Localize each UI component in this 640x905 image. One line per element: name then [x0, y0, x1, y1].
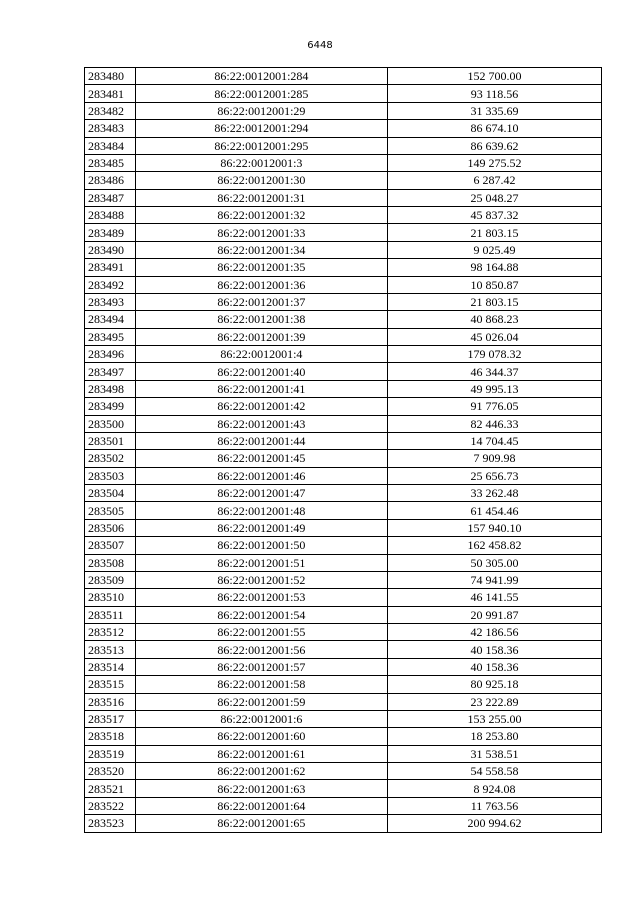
table-row	[85, 624, 602, 641]
row-number-cell: 283482	[85, 102, 136, 119]
cadastral-value-cell: 86 639.62	[387, 137, 601, 154]
table-row	[85, 102, 602, 119]
cadastral-value-cell: 18 253.80	[387, 728, 601, 745]
cadastral-value-cell: 46 344.37	[387, 363, 601, 380]
cadastral-number-cell: 86:22:0012001:44	[135, 432, 387, 449]
table-row	[85, 467, 602, 484]
row-number-cell: 283522	[85, 797, 136, 814]
table-row	[85, 68, 602, 85]
cadastral-value-cell: 40 158.36	[387, 641, 601, 658]
cadastral-number-cell: 86:22:0012001:284	[135, 68, 387, 85]
cadastral-value-cell: 179 078.32	[387, 346, 601, 363]
cadastral-value-cell: 157 940.10	[387, 519, 601, 536]
cadastral-number-cell: 86:22:0012001:38	[135, 311, 387, 328]
table-row	[85, 415, 602, 432]
row-number-cell: 283485	[85, 154, 136, 171]
table-row	[85, 571, 602, 588]
cadastral-value-cell: 40 158.36	[387, 658, 601, 675]
row-number-cell: 283520	[85, 763, 136, 780]
row-number-cell: 283497	[85, 363, 136, 380]
page-number: 6448	[307, 40, 333, 51]
table-row	[85, 693, 602, 710]
cadastral-value-cell: 7 909.98	[387, 450, 601, 467]
row-number-cell: 283484	[85, 137, 136, 154]
table-row	[85, 554, 602, 571]
cadastral-value-cell: 20 991.87	[387, 606, 601, 623]
cadastral-value-cell: 33 262.48	[387, 485, 601, 502]
cadastral-value-cell: 98 164.88	[387, 259, 601, 276]
table-row	[85, 85, 602, 102]
cadastral-number-cell: 86:22:0012001:53	[135, 589, 387, 606]
row-number-cell: 283483	[85, 120, 136, 137]
table-row	[85, 137, 602, 154]
table-row	[85, 346, 602, 363]
table-row	[85, 485, 602, 502]
row-number-cell: 283489	[85, 224, 136, 241]
cadastral-value-cell: 25 656.73	[387, 467, 601, 484]
cadastral-number-cell: 86:22:0012001:58	[135, 676, 387, 693]
cadastral-number-cell: 86:22:0012001:61	[135, 745, 387, 762]
row-number-cell: 283506	[85, 519, 136, 536]
cadastral-value-cell: 50 305.00	[387, 554, 601, 571]
table-row	[85, 676, 602, 693]
cadastral-number-cell: 86:22:0012001:64	[135, 797, 387, 814]
cadastral-value-cell: 8 924.08	[387, 780, 601, 797]
cadastral-value-cell: 23 222.89	[387, 693, 601, 710]
cadastral-value-cell: 25 048.27	[387, 189, 601, 206]
table-row	[85, 763, 602, 780]
row-number-cell: 283507	[85, 537, 136, 554]
cadastral-value-cell: 9 025.49	[387, 241, 601, 258]
table-row	[85, 311, 602, 328]
row-number-cell: 283516	[85, 693, 136, 710]
row-number-cell: 283492	[85, 276, 136, 293]
cadastral-number-cell: 86:22:0012001:50	[135, 537, 387, 554]
cadastral-value-cell: 49 995.13	[387, 380, 601, 397]
row-number-cell: 283503	[85, 467, 136, 484]
row-number-cell: 283513	[85, 641, 136, 658]
table-row	[85, 780, 602, 797]
row-number-cell: 283508	[85, 554, 136, 571]
row-number-cell: 283515	[85, 676, 136, 693]
cadastral-number-cell: 86:22:0012001:45	[135, 450, 387, 467]
row-number-cell: 283480	[85, 68, 136, 85]
cadastral-number-cell: 86:22:0012001:57	[135, 658, 387, 675]
table-body	[85, 68, 602, 833]
row-number-cell: 283510	[85, 589, 136, 606]
table-row	[85, 224, 602, 241]
table-row	[85, 328, 602, 345]
cadastral-number-cell: 86:22:0012001:3	[135, 154, 387, 171]
table-row	[85, 432, 602, 449]
cadastral-number-cell: 86:22:0012001:43	[135, 415, 387, 432]
table-row	[85, 606, 602, 623]
table-row	[85, 450, 602, 467]
cadastral-value-cell: 91 776.05	[387, 398, 601, 415]
cadastral-number-cell: 86:22:0012001:32	[135, 207, 387, 224]
cadastral-number-cell: 86:22:0012001:52	[135, 571, 387, 588]
cadastral-value-cell: 31 538.51	[387, 745, 601, 762]
cadastral-value-cell: 82 446.33	[387, 415, 601, 432]
cadastral-value-cell: 46 141.55	[387, 589, 601, 606]
table-row	[85, 398, 602, 415]
cadastral-number-cell: 86:22:0012001:39	[135, 328, 387, 345]
row-number-cell: 283521	[85, 780, 136, 797]
cadastral-value-cell: 42 186.56	[387, 624, 601, 641]
cadastral-number-cell: 86:22:0012001:6	[135, 710, 387, 727]
row-number-cell: 283512	[85, 624, 136, 641]
table-row	[85, 519, 602, 536]
cadastral-number-cell: 86:22:0012001:37	[135, 293, 387, 310]
cadastral-value-cell: 10 850.87	[387, 276, 601, 293]
table-row	[85, 293, 602, 310]
row-number-cell: 283523	[85, 815, 136, 832]
cadastral-number-cell: 86:22:0012001:33	[135, 224, 387, 241]
row-number-cell: 283498	[85, 380, 136, 397]
row-number-cell: 283493	[85, 293, 136, 310]
cadastral-value-cell: 45 837.32	[387, 207, 601, 224]
table-row	[85, 815, 602, 832]
table-row	[85, 207, 602, 224]
cadastral-number-cell: 86:22:0012001:56	[135, 641, 387, 658]
row-number-cell: 283490	[85, 241, 136, 258]
row-number-cell: 283505	[85, 502, 136, 519]
cadastral-value-cell: 6 287.42	[387, 172, 601, 189]
cadastral-value-cell: 200 994.62	[387, 815, 601, 832]
cadastral-number-cell: 86:22:0012001:59	[135, 693, 387, 710]
table-row	[85, 797, 602, 814]
table-row	[85, 710, 602, 727]
cadastral-value-cell: 93 118.56	[387, 85, 601, 102]
row-number-cell: 283496	[85, 346, 136, 363]
row-number-cell: 283501	[85, 432, 136, 449]
table-row	[85, 537, 602, 554]
cadastral-value-cell: 149 275.52	[387, 154, 601, 171]
table-row	[85, 745, 602, 762]
table-row	[85, 363, 602, 380]
table-row	[85, 380, 602, 397]
row-number-cell: 283488	[85, 207, 136, 224]
table-row	[85, 154, 602, 171]
row-number-cell: 283500	[85, 415, 136, 432]
cadastral-number-cell: 86:22:0012001:54	[135, 606, 387, 623]
row-number-cell: 283518	[85, 728, 136, 745]
row-number-cell: 283494	[85, 311, 136, 328]
table-row	[85, 189, 602, 206]
row-number-cell: 283495	[85, 328, 136, 345]
row-number-cell: 283514	[85, 658, 136, 675]
cadastral-number-cell: 86:22:0012001:295	[135, 137, 387, 154]
cadastral-value-cell: 153 255.00	[387, 710, 601, 727]
cadastral-value-cell: 61 454.46	[387, 502, 601, 519]
table-row	[85, 589, 602, 606]
cadastral-number-cell: 86:22:0012001:30	[135, 172, 387, 189]
row-number-cell: 283504	[85, 485, 136, 502]
cadastral-number-cell: 86:22:0012001:60	[135, 728, 387, 745]
cadastral-number-cell: 86:22:0012001:65	[135, 815, 387, 832]
row-number-cell: 283491	[85, 259, 136, 276]
row-number-cell: 283517	[85, 710, 136, 727]
table-row	[85, 259, 602, 276]
cadastral-value-cell: 31 335.69	[387, 102, 601, 119]
cadastral-number-cell: 86:22:0012001:29	[135, 102, 387, 119]
cadastral-value-cell: 54 558.58	[387, 763, 601, 780]
cadastral-number-cell: 86:22:0012001:55	[135, 624, 387, 641]
cadastral-value-cell: 80 925.18	[387, 676, 601, 693]
cadastral-number-cell: 86:22:0012001:294	[135, 120, 387, 137]
row-number-cell: 283486	[85, 172, 136, 189]
cadastral-number-cell: 86:22:0012001:4	[135, 346, 387, 363]
cadastral-number-cell: 86:22:0012001:36	[135, 276, 387, 293]
cadastral-number-cell: 86:22:0012001:35	[135, 259, 387, 276]
cadastral-value-table	[84, 67, 602, 833]
cadastral-number-cell: 86:22:0012001:48	[135, 502, 387, 519]
cadastral-number-cell: 86:22:0012001:49	[135, 519, 387, 536]
table-row	[85, 276, 602, 293]
table-row	[85, 658, 602, 675]
table-row	[85, 728, 602, 745]
cadastral-number-cell: 86:22:0012001:63	[135, 780, 387, 797]
table-row	[85, 120, 602, 137]
cadastral-value-cell: 40 868.23	[387, 311, 601, 328]
row-number-cell: 283519	[85, 745, 136, 762]
table-row	[85, 502, 602, 519]
cadastral-number-cell: 86:22:0012001:40	[135, 363, 387, 380]
row-number-cell: 283481	[85, 85, 136, 102]
cadastral-number-cell: 86:22:0012001:41	[135, 380, 387, 397]
cadastral-number-cell: 86:22:0012001:31	[135, 189, 387, 206]
row-number-cell: 283502	[85, 450, 136, 467]
cadastral-value-cell: 45 026.04	[387, 328, 601, 345]
cadastral-value-cell: 21 803.15	[387, 293, 601, 310]
table-row	[85, 172, 602, 189]
cadastral-number-cell: 86:22:0012001:42	[135, 398, 387, 415]
cadastral-number-cell: 86:22:0012001:34	[135, 241, 387, 258]
cadastral-value-cell: 86 674.10	[387, 120, 601, 137]
cadastral-value-cell: 162 458.82	[387, 537, 601, 554]
table-row	[85, 241, 602, 258]
cadastral-value-cell: 14 704.45	[387, 432, 601, 449]
table-row	[85, 641, 602, 658]
cadastral-value-cell: 21 803.15	[387, 224, 601, 241]
cadastral-number-cell: 86:22:0012001:47	[135, 485, 387, 502]
row-number-cell: 283511	[85, 606, 136, 623]
cadastral-value-cell: 152 700.00	[387, 68, 601, 85]
cadastral-number-cell: 86:22:0012001:62	[135, 763, 387, 780]
row-number-cell: 283499	[85, 398, 136, 415]
cadastral-number-cell: 86:22:0012001:46	[135, 467, 387, 484]
cadastral-value-cell: 11 763.56	[387, 797, 601, 814]
cadastral-value-cell: 74 941.99	[387, 571, 601, 588]
cadastral-number-cell: 86:22:0012001:285	[135, 85, 387, 102]
row-number-cell: 283509	[85, 571, 136, 588]
row-number-cell: 283487	[85, 189, 136, 206]
cadastral-number-cell: 86:22:0012001:51	[135, 554, 387, 571]
